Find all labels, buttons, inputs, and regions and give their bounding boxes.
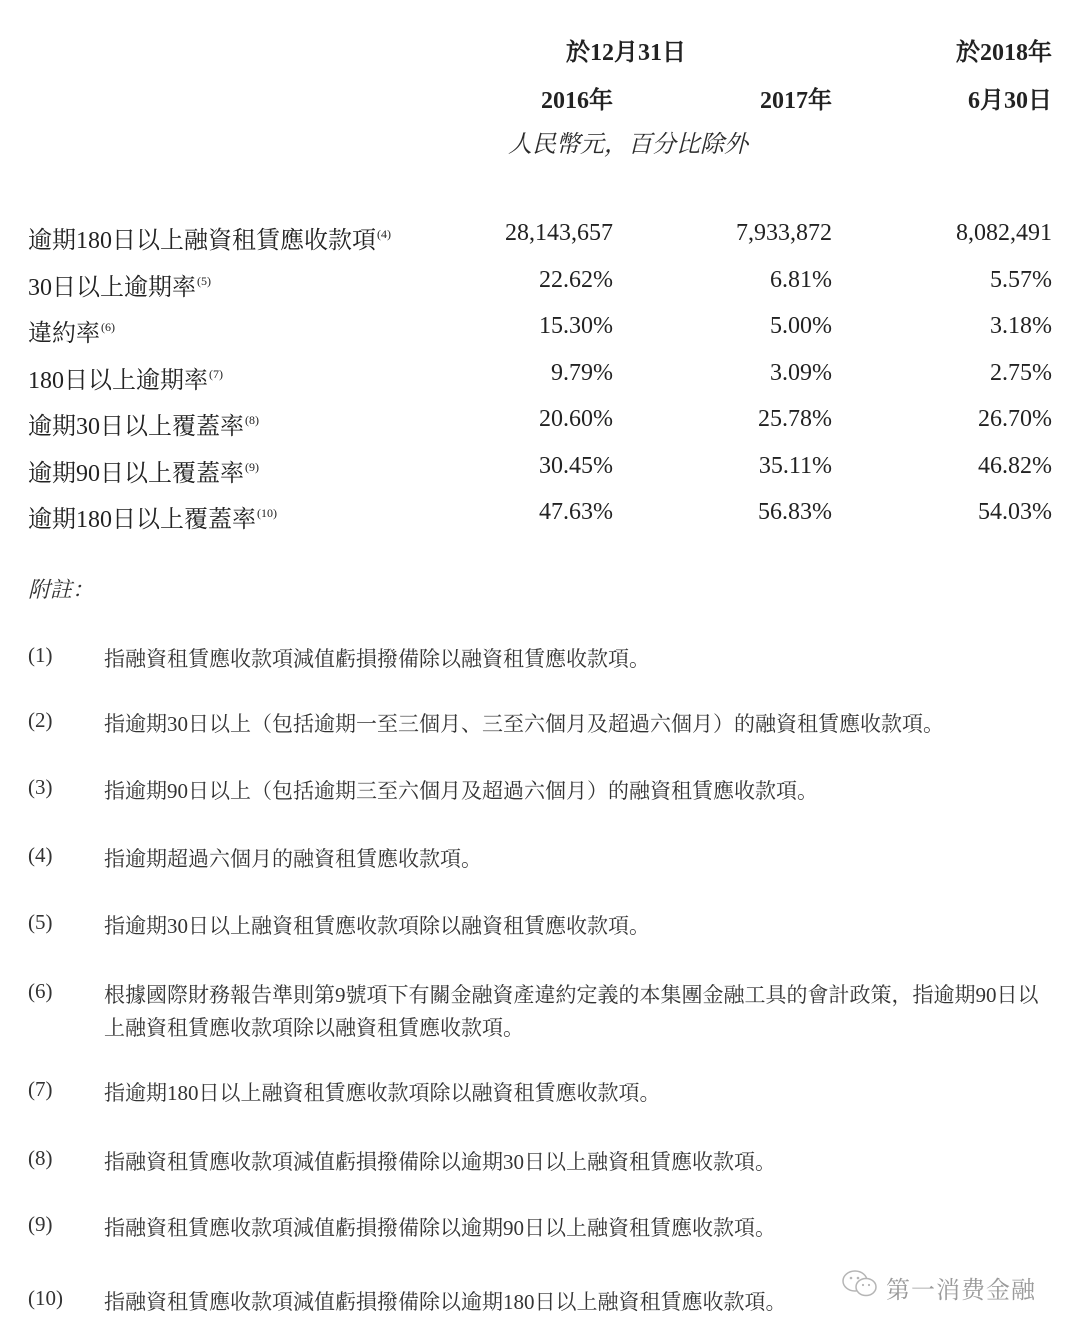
footnote-number: (4) [28,843,53,867]
footnote-number: (6) [28,979,53,1003]
value-2018-h1: 46.82% [978,453,1052,479]
footnote-number: (9) [28,1212,53,1236]
footnote-text: 指融資租賃應收款項減值虧損撥備除以逾期90日以上融資租賃應收款項。 [104,1216,776,1240]
header-col-2017: 2017年 [760,88,832,114]
watermark [840,1268,1036,1306]
value-2018-h1: 26.70% [978,406,1052,432]
footnote-number: (2) [28,708,53,732]
value-2016: 28,143,657 [505,220,613,246]
footnote-number: (3) [28,775,53,799]
value-2017: 5.00% [770,313,832,339]
value-2016: 20.60% [539,406,613,432]
header-group-2018: 於2018年 [956,40,1052,66]
value-2018-h1: 2.75% [990,360,1052,386]
table-row [0,406,1080,446]
value-2018-h1: 3.18% [990,313,1052,339]
row-label: 逾期180日以上融資租賃應收款項$^{(4)}$ [28,227,391,254]
value-2016: 9.79% [551,360,613,386]
value-2017: 6.81% [770,267,832,293]
row-label: 逾期180日以上覆蓋率$^{(10)}$ [28,506,277,533]
table-row [0,499,1080,539]
value-2018-h1: 8,082,491 [956,220,1052,246]
value-2017: 3.09% [770,360,832,386]
value-2016: 15.30% [539,313,613,339]
value-2017: 25.78% [758,406,832,432]
table-row [0,220,1080,260]
header-group-dec31: 於12月31日 [566,40,686,66]
footnote-text: 指逾期30日以上融資租賃應收款項除以融資租賃應收款項。 [104,914,650,938]
footnote-text: 指逾期180日以上融資租賃應收款項除以融資租賃應收款項。 [104,1081,661,1105]
footnote-text: 指逾期90日以上（包括逾期三至六個月及超過六個月）的融資租賃應收款項。 [104,779,818,803]
value-2016: 30.45% [539,453,613,479]
row-label: 180日以上逾期率$^{(7)}$ [28,367,223,394]
row-label: 逾期90日以上覆蓋率$^{(9)}$ [28,460,259,487]
row-label: 違約率$^{(6)}$ [28,320,115,347]
row-label: 30日以上逾期率$^{(5)}$ [28,274,211,301]
table-row [0,453,1080,493]
row-label: 逾期30日以上覆蓋率$^{(8)}$ [28,413,259,440]
value-2018-h1: 5.57% [990,267,1052,293]
footnote-text: 指融資租賃應收款項減值虧損撥備除以逾期180日以上融資租賃應收款項。 [104,1290,787,1314]
notes-title: 附註： [28,577,95,602]
table-row [0,267,1080,307]
table-row [0,360,1080,400]
unit-note: 人民幣元，百分比除外 [508,132,748,158]
value-2017: 35.11% [758,453,832,479]
footnote-text: 指逾期超過六個月的融資租賃應收款項。 [104,847,482,871]
header-col-2018-jun30: 6月30日 [968,88,1052,114]
footnote-number: (5) [28,910,53,934]
footnote-text: 指融資租賃應收款項減值虧損撥備除以逾期30日以上融資租賃應收款項。 [104,1150,776,1174]
footnote-number: (7) [28,1077,53,1101]
value-2016: 22.62% [539,267,613,293]
value-2017: 56.83% [758,499,832,525]
value-2018-h1: 54.03% [978,499,1052,525]
footnote-number: (8) [28,1146,53,1170]
footnote-text: 指融資租賃應收款項減值虧損撥備除以融資租賃應收款項。 [104,647,650,671]
value-2017: 7,933,872 [736,220,832,246]
footnote-number: (10) [28,1286,63,1310]
value-2016: 47.63% [539,499,613,525]
footnote-text: 指逾期30日以上（包括逾期一至三個月、三至六個月及超過六個月）的融資租賃應收款項。 [104,712,944,736]
watermark-text: 第一消费金融 [886,1275,1036,1304]
table-row [0,313,1080,353]
header-col-2016: 2016年 [541,88,613,114]
wechat-icon [840,1268,886,1306]
footnote-text: 根據國際財務報告準則第9號項下有關金融資產違約定義的本集團金融工具的會計政策，指逾期90日以上融資租賃應收款項除以融資租賃應收款項。 [104,983,1039,1040]
footnote-number: (1) [28,643,53,667]
